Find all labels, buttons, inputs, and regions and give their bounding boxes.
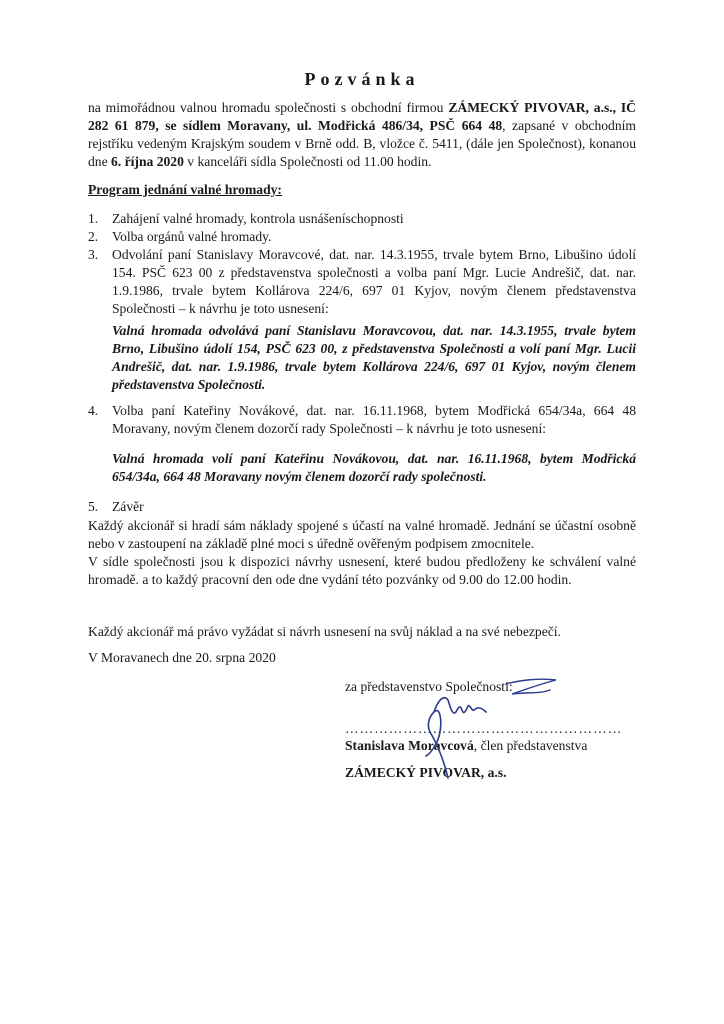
documents-availability-paragraph: V sídle společnosti jsou k dispozici návrhy usnesení, které budou předloženy ke schválení valné hromadě. a to každý pracovní den ode dne vydání této pozvánky od 9.00 do 12.00 hodin. <box>88 554 636 587</box>
agenda-item-text: Zahájení valné hromady, kontrola usnášeníschopnosti <box>112 211 404 226</box>
agenda-item-1 <box>88 210 636 228</box>
meeting-date: 6. října 2020 <box>111 154 184 169</box>
handwritten-signature <box>400 660 570 790</box>
company-name: ZÁMECKÝ PIVOVAR, a.s. <box>345 765 507 780</box>
intro-text-1: na mimořádnou valnou hromadu společnosti s obchodní firmou <box>88 100 449 115</box>
intro-text-2: , zapsané v obchodním rejstříku vedeným Krajským soudem v Brně odd. B, vložce č. 5411, (dále jen Společnost), konanou dne <box>88 118 636 169</box>
signature-line: ………………………………………………… <box>345 721 623 736</box>
agenda-item-number: 3. <box>88 247 99 262</box>
company-identification: ZÁMECKÝ PIVOVAR, a.s., IČ 282 61 879, se sídlem Moravany, ul. Modřická 486/34, PSČ 664 48 <box>88 100 636 133</box>
agenda-item-3 <box>88 246 636 318</box>
signer-name: Stanislava Moravcová <box>345 738 474 753</box>
shareholder-rights-paragraph: Každý akcionář má právo vyžádat si návrh usnesení na svůj náklad a na své nebezpečí. <box>88 624 561 639</box>
place-and-date: V Moravanech dne 20. srpna 2020 <box>88 650 276 665</box>
signature-for-label: za představenstvo Společnosti: <box>345 679 513 694</box>
agenda-item-text: Volba paní Kateřiny Novákové, dat. nar. 16.11.1968, bytem Modřická 654/34a, 664 48 Moravany, novým členem dozorčí rady Společnosti – k návrhu je toto usnesení: <box>112 403 636 436</box>
resolution-supervisory-board: Valná hromada volí paní Kateřinu Novákovou, dat. nar. 16.11.1968, bytem Modřická 654/34a, 664 48 Moravany novým členem dozorčí rady společnosti. <box>112 451 636 484</box>
agenda-item-5 <box>88 498 636 516</box>
costs-paragraph: Každý akcionář si hradí sám náklady spojené s účastí na valné hromadě. Jednání se účastní osobně nebo v zastoupení na základě plné moci s úředně ověřeným podpisem zmocnitele. <box>88 518 636 551</box>
agenda-item-number: 4. <box>88 403 99 418</box>
agenda-item-text: Volba orgánů valné hromady. <box>112 229 272 244</box>
agenda-item-number: 5. <box>88 499 99 514</box>
agenda-item-2 <box>88 228 636 246</box>
agenda-item-number: 2. <box>88 229 99 244</box>
resolution-board-change: Valná hromada odvolává paní Stanislavu Moravcovou, dat. nar. 14.3.1955, trvale bytem Brno, Libušino údolí 154, PSČ 623 00, z představenstva Společnosti a volí paní Mgr. Lucii Andrešič, dat. nar. 1.9.1986, trvale bytem Kollárova 224/6, 697 01 Kyjov, novým členem představenstva Společnosti. <box>112 323 636 392</box>
intro-paragraph <box>88 99 636 171</box>
agenda-item-text: Odvolání paní Stanislavy Moravcové, dat. nar. 14.3.1955, trvale bytem Brno, Libušino údolí 154. PSČ 623 00 z představenstva společnosti a volba paní Mgr. Lucie Andrešič, dat. nar. 1.9.1986, trvale bytem Kollárova 224/6, 697 01 Kyjov, novým členem představenstva Společnosti – k návrhu je toto usnesení: <box>112 247 636 316</box>
document-title: Pozvánka <box>304 69 420 89</box>
intro-text-3: v kanceláři sídla Společnosti od 11.00 hodin. <box>183 154 432 169</box>
agenda-item-4 <box>88 402 636 438</box>
signature-flourish <box>506 679 556 694</box>
agenda-item-number: 1. <box>88 211 99 226</box>
agenda-list <box>88 210 636 318</box>
program-heading: Program jednání valné hromady: <box>88 182 282 197</box>
signer-role: , člen představenstva <box>473 738 588 753</box>
agenda-item-text: Závěr <box>112 499 144 514</box>
signature-stroke <box>426 698 486 778</box>
